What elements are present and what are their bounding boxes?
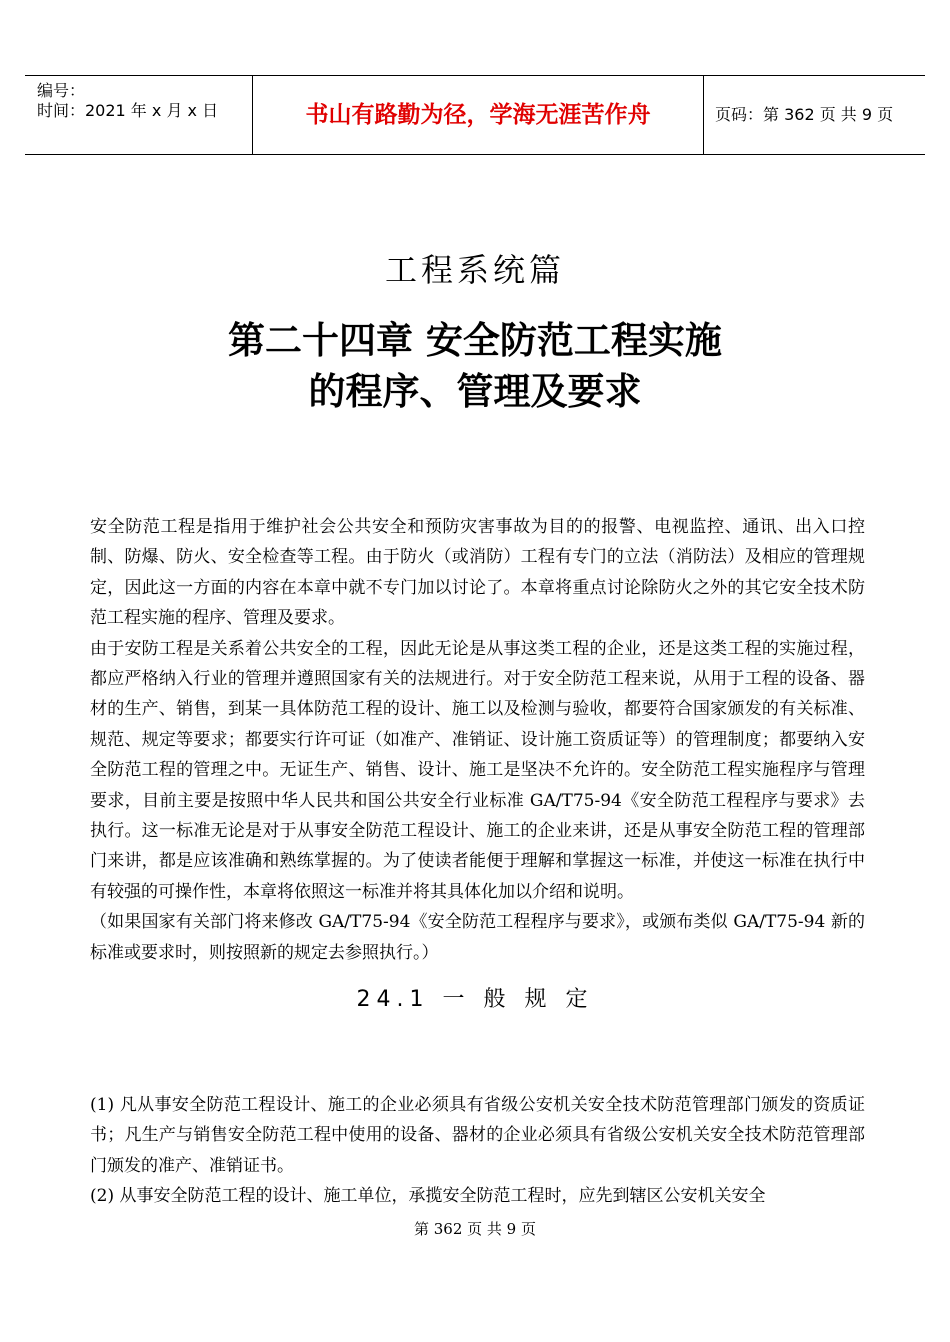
header-number-label: 编号： xyxy=(37,81,86,100)
rule-item: (1) 凡从事安全防范工程设计、施工的企业必须具有省级公安机关安全技术防范管理部门颁发的资质证书；凡生产与销售安全防范工程中使用的设备、器材的企业必须具有省级公安机关安全技术防范管理部门颁发的准产、准销证书。 xyxy=(90,1095,865,1176)
chapter-title-line-2: 的程序、管理及要求 xyxy=(308,369,642,413)
chapter-title xyxy=(0,315,950,417)
header-motto: 书山有路勤为径，学海无涯苦作舟 xyxy=(253,76,704,154)
rules-list xyxy=(90,1090,865,1212)
chapter-title-line-1: 第二十四章 安全防范工程实施 xyxy=(228,318,722,362)
part-title: 工程系统篇 xyxy=(384,251,565,289)
intro-text xyxy=(90,512,865,968)
paragraph: （如果国家有关部门将来修改 GA/T75-94《安全防范工程程序与要求》，或颁布类似 GA/T75-94 新的标准或要求时，则按照新的规定去参照执行。） xyxy=(90,912,865,963)
header-meta xyxy=(25,76,253,154)
section-heading: 24.1 一 般 规 定 xyxy=(356,987,594,1012)
page-header xyxy=(25,75,925,155)
header-page-info: 页码：第 362 页 共 9 页 xyxy=(715,105,894,124)
page-footer: 第 362 页 共 9 页 xyxy=(413,1220,536,1238)
paragraph: 安全防范工程是指用于维护社会公共安全和预防灾害事故为目的的报警、电视监控、通讯、出入口控制、防爆、防火、安全检查等工程。由于防火（或消防）工程有专门的立法（消防法）及相应的管理规定，因此这一方面的内容在本章中就不专门加以讨论了。本章将重点讨论除防火之外的其它安全技术防范工程实施的程序、管理及要求。 xyxy=(90,517,865,629)
paragraph: 由于安防工程是关系着公共安全的工程，因此无论是从事这类工程的企业，还是这类工程的实施过程，都应严格纳入行业的管理并遵照国家有关的法规进行。对于安全防范工程来说，从用于工程的设备、器材的生产、销售，到某一具体防范工程的设计、施工以及检测与验收，都要符合国家颁发的有关标准、规范、规定等要求；都要实行许可证（如准产、准销证、设计施工资质证等）的管理制度；都要纳入安全防范工程的管理之中。无证生产、销售、设计、施工是坚决不允许的。安全防范工程实施程序与管理要求，目前主要是按照中华人民共和国公共安全行业标准 GA/T75-94《安全防范工程程序与要求》去执行。这一标准无论是对于从事安全防范工程设计、施工的企业来讲，还是从事安全防范工程的管理部门来讲，都是应该准确和熟练掌握的。为了使读者能便于理解和掌握这一标准，并使这一标准在执行中有较强的可操作性，本章将依照这一标准并将其具体化加以介绍和说明。 xyxy=(90,638,865,902)
rule-item: (2) 从事安全防范工程的设计、施工单位，承揽安全防范工程时，应先到辖区公安机关安全 xyxy=(90,1186,766,1207)
header-time-label: 时间：2021 年 x 月 x 日 xyxy=(37,101,219,120)
